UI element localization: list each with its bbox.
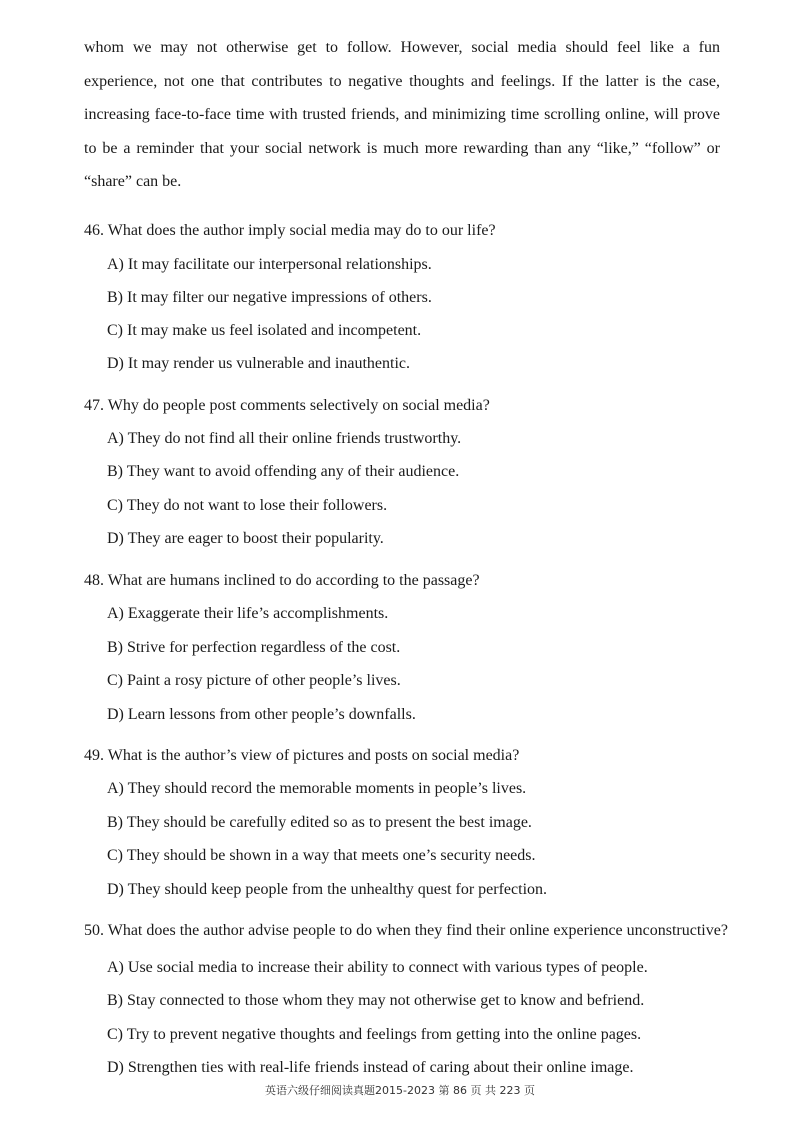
question-47-stem: 47. Why do people post comments selectively on social media? bbox=[84, 397, 490, 414]
passage-line: to be a reminder that your social network is much more rewarding than any “like,” “follow” or bbox=[84, 139, 720, 157]
question-49-option-c: C) They should be shown in a way that meets one’s security needs. bbox=[107, 847, 536, 864]
question-48-option-a: A) Exaggerate their life’s accomplishments. bbox=[107, 605, 389, 622]
passage-line: “share” can be. bbox=[84, 173, 182, 190]
question-46-option-b: B) It may filter our negative impressions of others. bbox=[107, 289, 432, 306]
question-49-option-d: D) They should keep people from the unhealthy quest for perfection. bbox=[107, 881, 548, 898]
question-48-option-b: B) Strive for perfection regardless of the cost. bbox=[107, 639, 401, 656]
question-47-option-a: A) They do not find all their online friends trustworthy. bbox=[107, 430, 462, 447]
passage-line: experience, not one that contributes to negative thoughts and feelings. If the latter is the case, bbox=[84, 72, 720, 90]
question-48-stem: 48. What are humans inclined to do according to the passage? bbox=[84, 572, 480, 589]
question-48-option-d: D) Learn lessons from other people’s downfalls. bbox=[107, 706, 416, 723]
question-46-option-d: D) It may render us vulnerable and inauthentic. bbox=[107, 355, 410, 372]
passage-paragraph bbox=[84, 31, 720, 199]
question-49-stem: 49. What is the author’s view of pictures and posts on social media? bbox=[84, 747, 520, 764]
question-50-option-c: C) Try to prevent negative thoughts and feelings from getting into the online pages. bbox=[107, 1026, 642, 1043]
question-46-option-c: C) It may make us feel isolated and incompetent. bbox=[107, 322, 422, 339]
question-50-stem: 50. What does the author advise people to do when they find their online experience unconstructive? bbox=[84, 922, 728, 939]
page-footer: 英语六级仔细阅读真题2015-2023 第 86 页 共 223 页 bbox=[265, 1084, 535, 1097]
question-50-option-d: D) Strengthen ties with real-life friends instead of caring about their online image. bbox=[107, 1059, 634, 1076]
question-47-option-b: B) They want to avoid offending any of their audience. bbox=[107, 463, 460, 480]
question-46-option-a: A) It may facilitate our interpersonal relationships. bbox=[107, 256, 432, 273]
question-48-option-c: C) Paint a rosy picture of other people’s lives. bbox=[107, 672, 401, 689]
question-50-option-a: A) Use social media to increase their ability to connect with various types of people. bbox=[107, 959, 648, 976]
question-49-option-b: B) They should be carefully edited so as to present the best image. bbox=[107, 814, 532, 831]
question-46-stem: 46. What does the author imply social media may do to our life? bbox=[84, 222, 496, 239]
question-49-option-a: A) They should record the memorable moments in people’s lives. bbox=[107, 780, 527, 797]
question-47-option-d: D) They are eager to boost their popularity. bbox=[107, 530, 384, 547]
question-50-option-b: B) Stay connected to those whom they may not otherwise get to know and befriend. bbox=[107, 992, 645, 1009]
passage-line: increasing face-to-face time with trusted friends, and minimizing time scrolling online, will prove bbox=[84, 106, 720, 123]
question-47-option-c: C) They do not want to lose their followers. bbox=[107, 497, 388, 514]
passage-line: whom we may not otherwise get to follow. However, social media should feel like a fun bbox=[84, 39, 720, 56]
